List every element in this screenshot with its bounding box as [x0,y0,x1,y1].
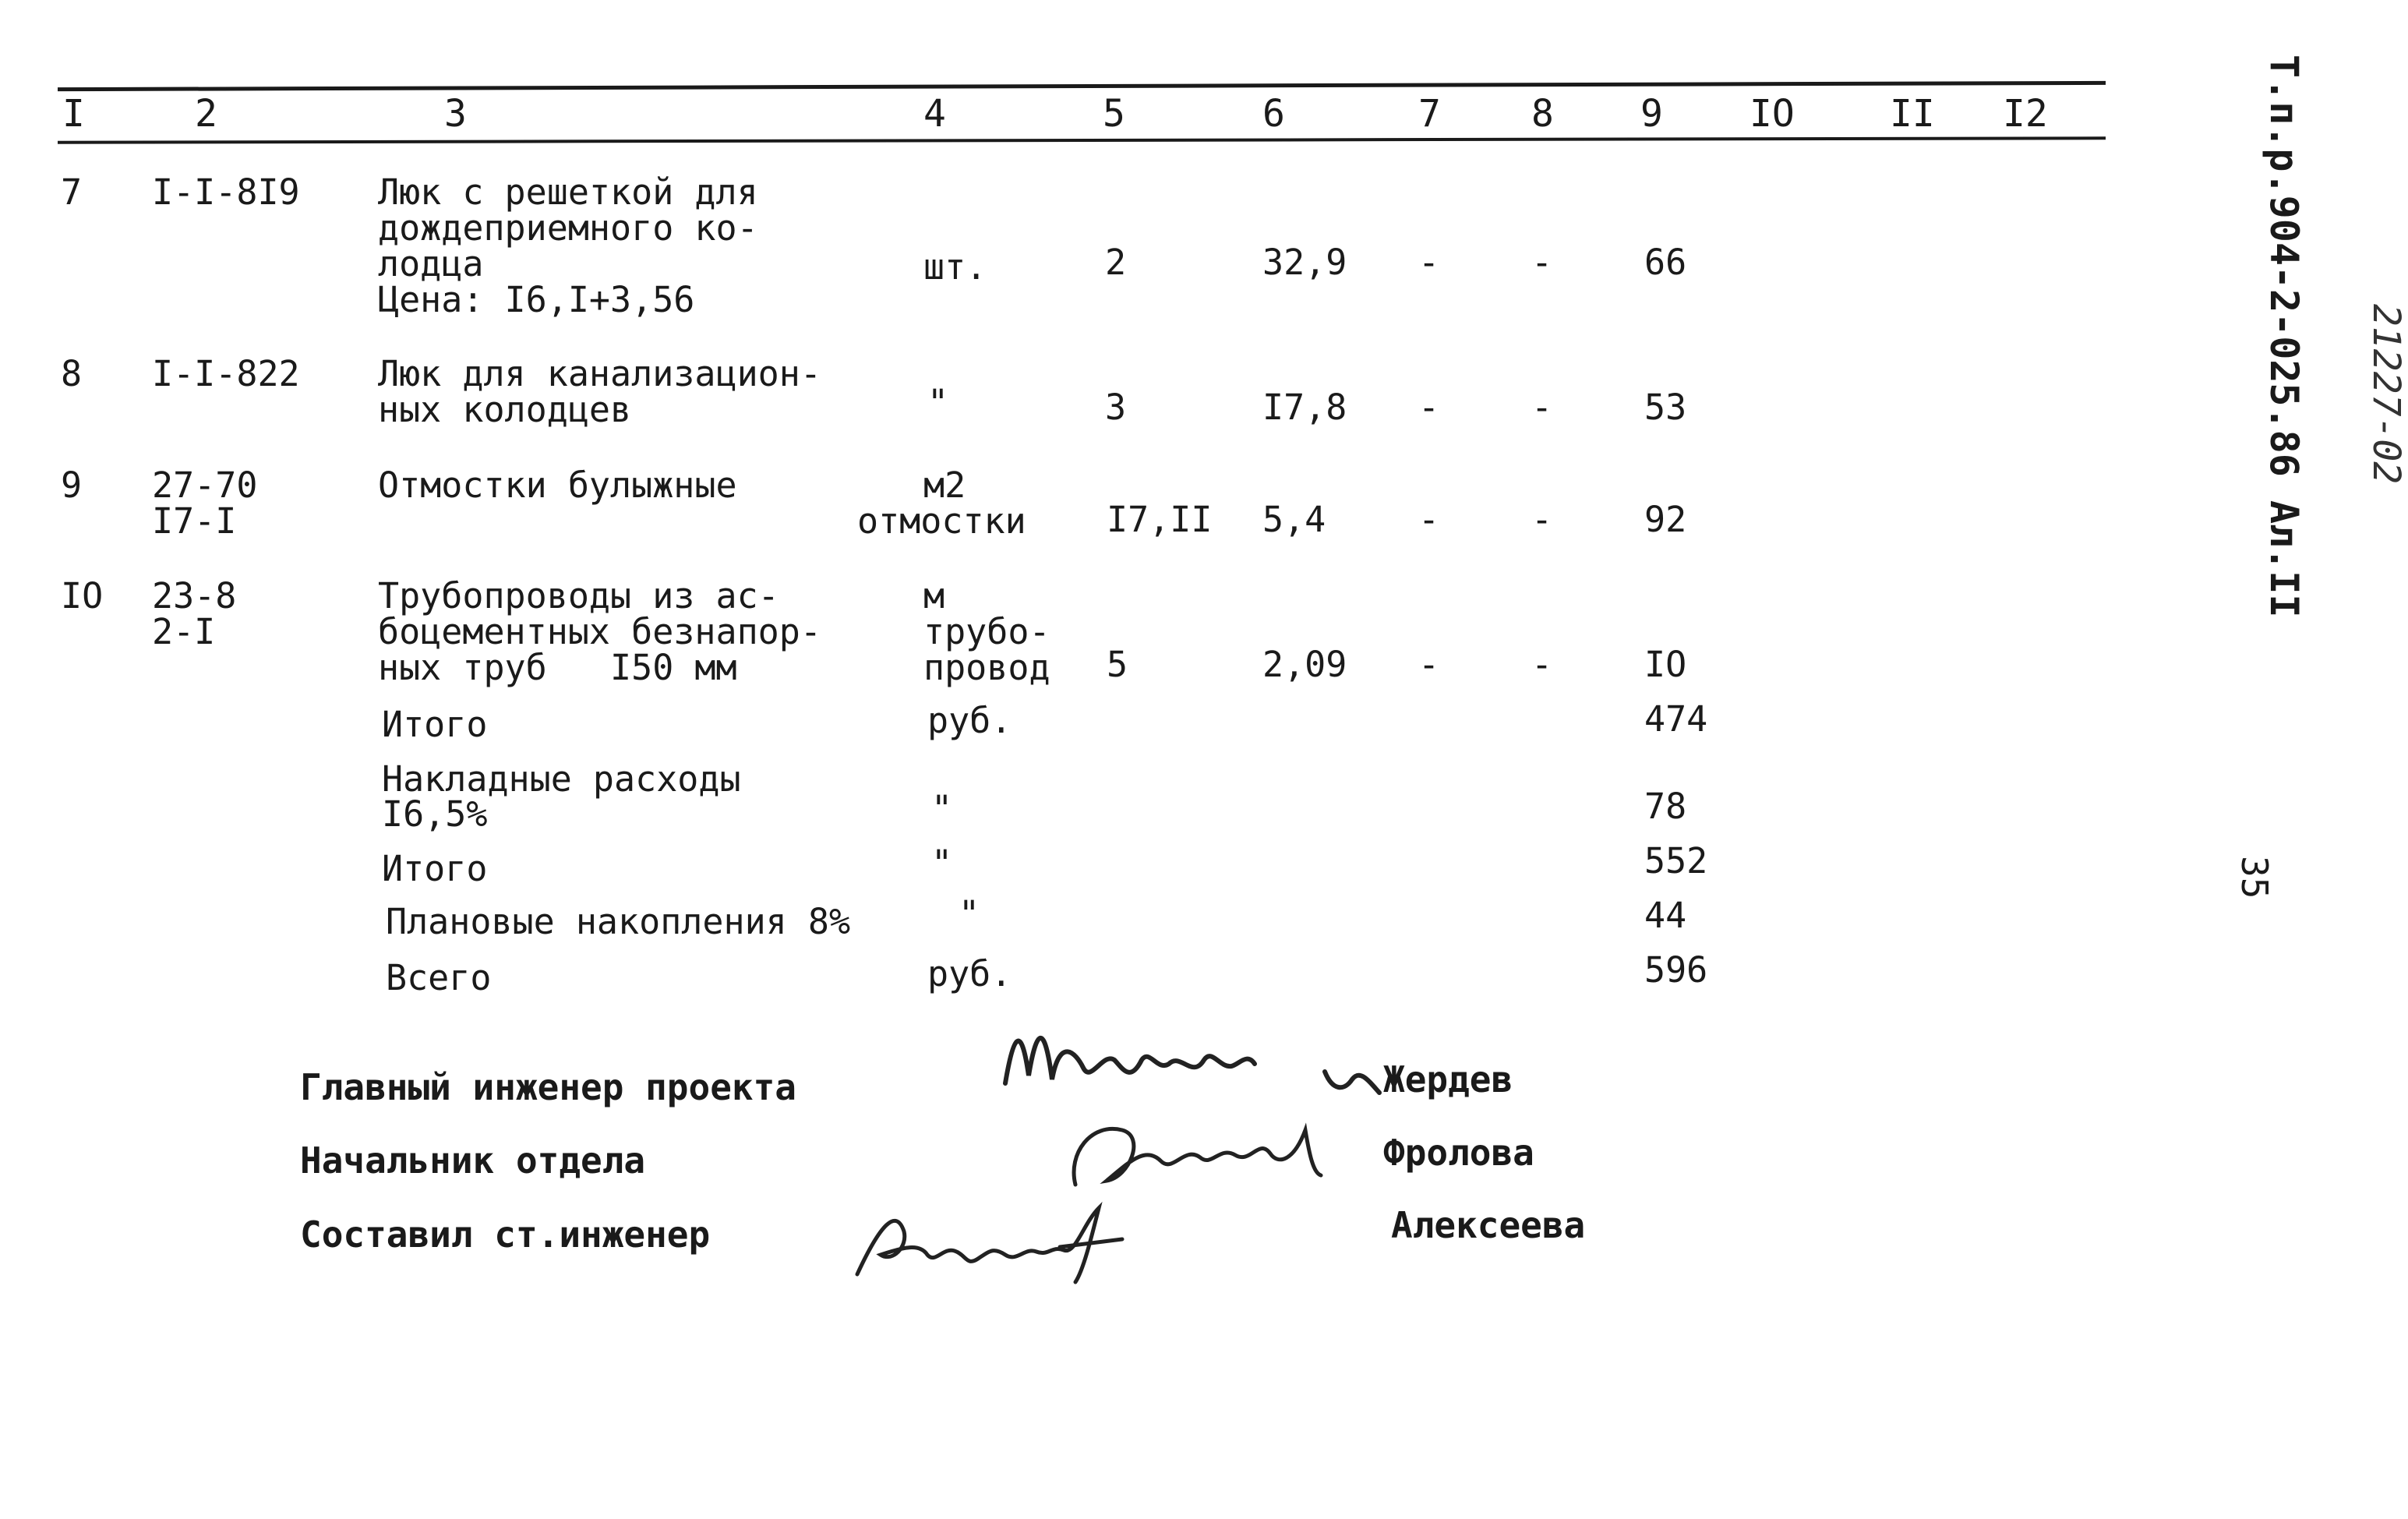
column-8-value: - [1531,242,1553,283]
summary-label: Накладные расходы [382,758,741,800]
norm-code: 23-8 [152,575,237,616]
unit: " [927,382,949,423]
column-7-value: - [1418,387,1440,428]
column-7-value: - [1418,242,1440,283]
unit: шт. [923,246,987,288]
row-number: 9 [61,465,83,506]
description-line: ных труб I50 мм [378,647,737,688]
column-header: 7 [1418,92,1441,136]
page-number: 35 [2233,856,2276,899]
signature-zherdev-image [997,1005,1387,1115]
norm-code: I7-I [152,500,237,542]
summary-label: I6,5% [382,793,488,835]
column-header: I [62,92,85,136]
unit-price: I7,8 [1262,387,1347,428]
norm-code: I-I-8I9 [152,171,300,213]
column-header: 8 [1531,92,1554,136]
unit: м [923,575,945,616]
description-line: дождеприемного ко- [378,207,758,249]
unit-price: 32,9 [1262,242,1347,283]
column-8-value: - [1531,499,1553,540]
column-header: IO [1750,92,1795,136]
unit: отмостки [857,500,1026,542]
unit: трубо- [923,611,1050,652]
column-7-value: - [1418,644,1440,685]
column-header: II [1890,92,1935,136]
summary-unit: " [931,788,953,829]
column-header: I2 [2003,92,2048,136]
unit-price: 2,09 [1262,644,1347,685]
document-code: Т.п.р.904-2-025.86 Ал.II [2261,55,2307,618]
summary-unit: руб. [927,953,1012,994]
column-header: 6 [1262,92,1285,136]
quantity: 3 [1105,387,1127,428]
archive-number: 21227-02 [2364,304,2408,485]
signature-role: Главный инженер проекта [300,1066,796,1108]
quantity: 2 [1105,242,1127,283]
norm-code: I-I-822 [152,353,300,394]
norm-code: 2-I [152,611,216,652]
unit: провод [923,647,1050,688]
summary-unit: " [931,843,953,884]
signatory-name: Жердев [1383,1058,1513,1100]
quantity: I7,II [1107,499,1213,540]
signature-frolova-image [1060,1099,1325,1208]
summary-label: Итого [382,704,488,745]
summary-label: Плановые накопления 8% [386,901,851,942]
summary-unit: " [959,893,980,934]
column-header: 4 [923,92,946,136]
signatory-name: Алексеева [1391,1204,1586,1246]
column-header: 2 [195,92,217,136]
column-8-value: - [1531,387,1553,428]
description-line: лодца [378,243,484,284]
total-cost: 66 [1644,242,1687,283]
column-header: 5 [1103,92,1125,136]
summary-total: 552 [1644,840,1708,881]
column-7-value: - [1418,499,1440,540]
description-line: Трубопроводы из ас- [378,575,779,616]
description-line: ных колодцев [378,389,632,430]
description-line: боцементных безнапор- [378,611,821,652]
row-number: IO [61,575,104,616]
column-header: 3 [444,92,467,136]
column-header: 9 [1640,92,1663,136]
signature-alekseeva-image [849,1200,1138,1286]
summary-label: Всего [386,957,492,998]
summary-label: Итого [382,848,488,889]
total-cost: 53 [1644,387,1687,428]
quantity: 5 [1107,644,1128,685]
summary-total: 78 [1644,786,1687,827]
total-cost: 92 [1644,499,1687,540]
signatory-name: Фролова [1383,1132,1534,1174]
summary-total: 474 [1644,698,1708,740]
total-cost: IO [1644,644,1687,685]
column-8-value: - [1531,644,1553,685]
summary-total: 596 [1644,949,1708,991]
unit: м2 [923,465,966,506]
description-line: Цена: I6,I+3,56 [378,279,695,320]
row-number: 7 [61,171,83,213]
description-line: Люк с решеткой для [378,171,758,213]
unit-price: 5,4 [1262,499,1326,540]
summary-unit: руб. [927,700,1012,741]
description-line: Люк для канализацион- [378,353,821,394]
row-number: 8 [61,353,83,394]
header-top-rule [58,81,2106,91]
summary-total: 44 [1644,895,1687,936]
signature-role: Составил ст.инженер [300,1213,711,1256]
signature-role: Начальник отдела [300,1139,646,1182]
description-line: Отмостки булыжные [378,465,737,506]
norm-code: 27-70 [152,465,258,506]
header-bottom-rule [58,136,2106,144]
